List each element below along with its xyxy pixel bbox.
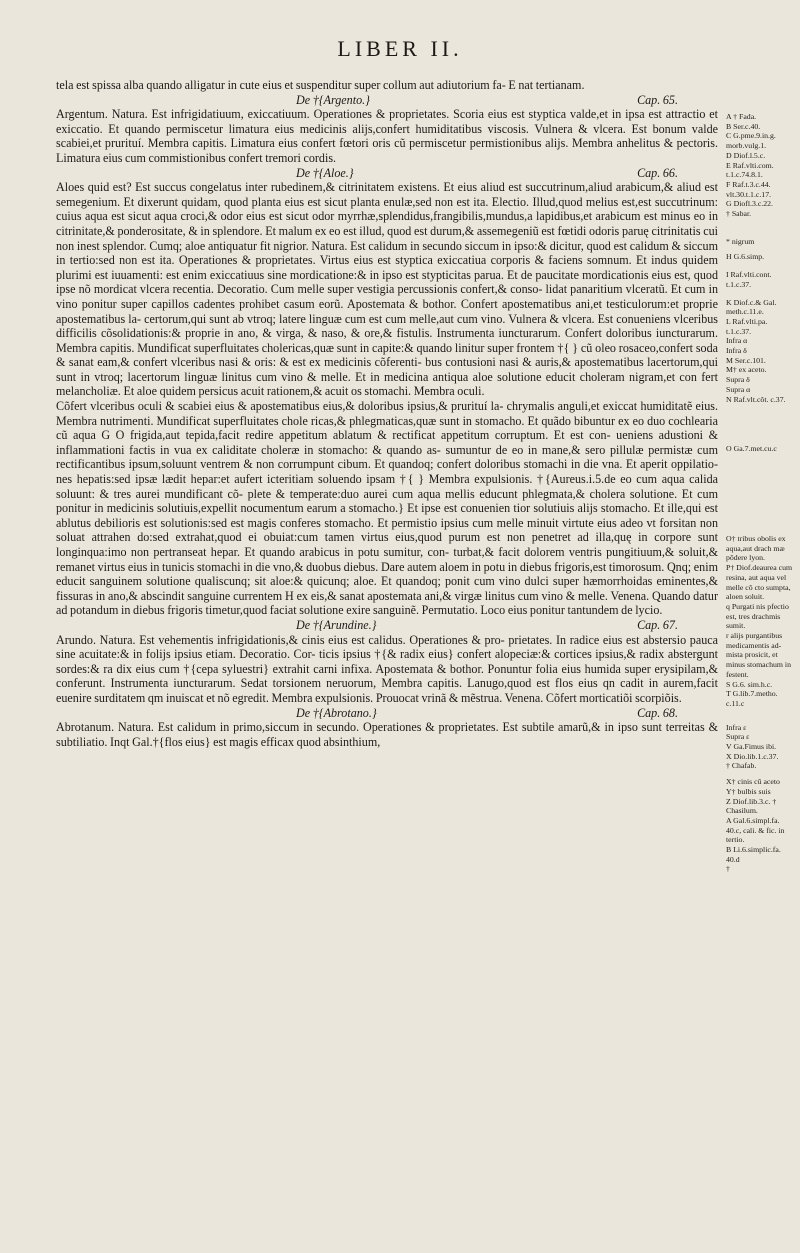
sidenote: A Gal.6.simpl.fa. 40.c, cali. & fic. in tertio.: [726, 815, 785, 845]
sidenote: L Raf.vlti.pa. t.1.c.37.: [726, 316, 768, 336]
sidenote: C G.pme.9.in.g. morb.vulg.1.: [726, 131, 776, 151]
sidenote: M† ex aceto.: [726, 365, 767, 375]
heading-left: De †{Argento.}: [296, 92, 370, 107]
sidenote: Y† bulbis suis: [726, 786, 771, 796]
sidenote: Infra δ: [726, 346, 747, 356]
sidenote: N Raf.vlt.cõt. c.37.: [726, 394, 786, 404]
heading-right: Cap. 66.: [637, 165, 678, 180]
heading-right: Cap. 67.: [637, 617, 678, 632]
sidenote: V Ga.Fimus ibi.: [726, 742, 777, 752]
sidenote: E Raf.vlti.com. t.1.c.74.8.1.: [726, 160, 774, 180]
sidenote: B Ser.c.40.: [726, 121, 761, 131]
sidenote: T G.lib.7.metho. c.11.c: [726, 689, 778, 708]
sidenote: † Chafab.: [726, 761, 757, 771]
paragraph-intro: tela est spissa alba quando alligatur in cute eius et suspenditur super collum aut adiutorium fa- E nat tertianam.: [56, 78, 585, 92]
page-header: LIBER II.: [337, 36, 463, 61]
chapter-heading-65: [56, 93, 718, 108]
sidenote: P† Diof.deaurea cum resina, aut aqua vel melle cõ cto sumpta, aloen soluit.: [726, 563, 793, 602]
sidenote: I Raf.vlti.cont. t.1.c.37.: [726, 270, 772, 289]
sidenote: K Diof.c.& Gal. meth.c.11.e.: [726, 297, 777, 317]
sidenote: Z Diof.lib.3.c. † Chasilum.: [726, 796, 777, 816]
heading-right: Cap. 65.: [637, 92, 678, 107]
chapter-heading-67: [56, 618, 718, 633]
sidenote: D Diof.l.5.c.: [726, 150, 766, 160]
sidenote: * nigrum: [726, 236, 755, 246]
sidenote: Supra α: [726, 384, 751, 394]
sidenote: S G.6. sim.h.c.: [726, 679, 773, 689]
sidenote: A † Fada.: [726, 112, 757, 121]
heading-left: De †{Abrotano.}: [296, 705, 377, 720]
sidenote: O Ga.7.met.cu.c: [726, 444, 777, 454]
sidenote: Infra ε: [726, 722, 747, 732]
sidenote: O† tribus obolis ex aqua,aut drach mæ põdere lyon.: [726, 533, 786, 563]
sidenote: B Li.6.simplic.fa. 40.d: [726, 845, 781, 864]
sidenote: Supra δ: [726, 375, 750, 385]
heading-left: De †{Aloe.}: [296, 165, 354, 180]
paragraph-argentum: Argentum. Natura. Est infrigidatiuum, exiccatiuum. Operationes & proprietates. Scoria eius est styptica valde,et in ipsa est attractio et exiccatio. Et quando permiscetur limatura eius medicinis alijs,confert humiditatibus viscosis. Vulnera & vlcera. Est bonum valde scabiei,et prurituí. Membra capitis. Limatura eius confert fœtori oris cũ permiscetur permistionibus alijs. Membra anhelitus & pectoris. Limatura eius cum commistionibus confert tremori cordis.: [56, 107, 718, 165]
paragraph-arundo: Arundo. Natura. Est vehementis infrigidationis,& cinis eius est calidus. Operationes & pro- prietates. In radice eius est abstersio pauca sine acuitate:& in folijs ipsius etiam. Decoratio. Cor- ticis ipsius †{& radix eius} confert alopeciæ:& cortices ipsius,& radix abstergunt sordes:& ra dix eius cum †{cepa syluestri} extrahit carni infixa. Apostemata & bothor. Ponuntur folia eius humida super erysipilam,& conferunt. Instrumenta iuncturarum. Sedat torsionem neruorum, Membra capitis. Lanugo,quod est flos eius qn cadit in aurem,facit euenire surditatem qm inuiscat et nõ egredit. Membra expulsionis. Prouocat vrinã & mẽstrua. Venena. Cõfert morticatiõi scorpiõis.: [56, 632, 718, 705]
sidenote: X Dio.lib.1.c.37.: [726, 751, 779, 761]
main-text: [56, 78, 718, 749]
heading-left: De †{Arundine.}: [296, 617, 377, 632]
sidenote: M Ser.c.101.: [726, 355, 766, 365]
sidenote: r alijs purgantibus medicamentis ad- mista prosicit, et minus stomachum in festent.: [726, 631, 791, 679]
margin-notes: [726, 112, 794, 874]
sidenote: Supra ε: [726, 732, 750, 742]
paragraph-aloe: Aloes quid est? Est succus congelatus inter rubedinem,& citrinitatem existens. Et eius aliud est succutrinum,aliud arabicum,& aliud est semegenium. Et dixerunt quidam, quod planta eius est sicut planta enulæ,sed non est ita. Electio. Illud,quod melius est,est succutrinum: cuius aqua est sicut aqua croci,& odor eius est sicut odor myrrhæ,splendidus,frangibilis,mundus,a lapidibus,et arabicum est minus eo in citrinitate,& ponderositate, & in splendore. Et malum ex eo est illud, quod est durum,& assemegeniũ est fœtidi odoris paruę citrinitatis cui non inest splendor. Cumq; aloe antiquatur fit nigrior. Natura. Est calidum in secundo siccum in ipso:& dicitur, quod est calidum & siccum in tertio:sed non est ita. Operationes & proprietates. Virtus eius est styptica exiccatiua corporis & faciens somnum. Et indus quidem plurimi est iuuamenti: est enim exiccatiuus sine mordicatione:& in ipso est stypticitas parua. Et de paucitate mordicationis eius est, quod ipse nõ mordicat vlcera recentia. Decoratio. Cum melle super vestigia percussionis confert,& conso- lidat panaritium vlceratũ. Et cum in vino ponitur super capillos cadentes prohibet casum eorũ. Apostemata & bothor. Confert apostematibus ani,et testiculorum:et proprie apostematibus la- certorum,qui sunt ab vtroq; latere linguæ cum est cum melle,aut cum vino. Vulnera & vlcera. Est conueniens vlceribus difficilis cõsolidationis:& proprie in ano, & virga, & naso, & ore,& fistulis. Instrumenta iuncturarum. Confert doloribus iuncturarum. Membra capitis. Mundificat superfluitates cholericas,quæ sunt in capite:& quando linitur super frontem †{ } cũ oleo rosaceo,confert soda & sanat eam,& confert vlceribus nasi & oris: & est ex medicinis cõferenti- bus contusioni nasi & auris,& apostematibus lacertorum,qui sunt in vtroq; lacertorum linguæ linitus cum vino & melle. Et in medicina antiqua aloe solutione educit choleram nigram,et con fert melancholiæ. Et aloe quidem persicus acuit rationem,& acuit os stomachi. Membra oculi.: [56, 180, 718, 399]
sidenote: F Raf.t.3.c.44.: [726, 179, 771, 189]
sidenote: q Purgati nis pfectio est, tres drachmis sumit.: [726, 601, 789, 631]
sidenote: X† cinis cũ aceto: [726, 777, 780, 787]
sidenote: †: [726, 864, 730, 874]
chapter-heading-68: [56, 706, 718, 721]
heading-right: Cap. 68.: [637, 705, 678, 720]
sidenote: † Sabar.: [726, 209, 752, 219]
paragraph-aloe-cont: Cõfert vlceribus oculi & scabiei eius & apostematibus eius,& doloribus ipsius,& prurituí la- chrymalis anguli,et exiccat humiditatẽ eius. Membra nutrimenti. Mundificat superfluitates chole ricas,& phlegmaticas,quæ sunt in stomacho. Et quãdo bibuntur ex eo duo cochlearia cũ aqua G O frigida,aut tepida,facit redire appetitum ablatum & rectificat appetitum corruptum. Et est con- ueniens adustioni & inflammationi factis in vua ex caliditate choleræ in stomacho: & quando as- sumuntur de eo in mane,& sero pillulæ permistæ cum rectificantibus ipsum,soluunt ventrem & non corrumpunt cibum. Et quandoq; confert doloribus stomachi in die vna. Et aperit oppilatio- nes hepatis:sed ipsæ lædit hepar:et aufert icteritiam soluendo ipsam †{ } Membra expulsionis. †{Aureus.i.5.de eo cum aqua calida soluunt: & tres aurei mundificant cõ- plete & temperate:duo aurei cum aqua mellis educunt phlegmata,& cholera solutione. Et cum ponitur in medicinis solutiuis,expellit nocumentum earum a stomacho.} Et ipse est conuenien tior solutiuis alijs stomacho. Et ille,qui est ablutus debilioris est solutionis:sed est magis conferes stomacho. Et permistio ipsius cum melle minuit virtute eius adeo vt forsitan non soluat attrahen do:sed extrahat,quod ei obuiat:cum tamen virtus eius,quod purum est non penetret ad illa,quę in corpore sunt longinqua:imo non pertranseat hepar. Et quando arabicus in potu sumitur, con- turbat,& facit dolorem ventris pungitiuum,& soluit,& remanet virtus eius in tunicis stomachi in die vno,& duobus diebus. Dare autem aloem in potu in diebus frigoris,est timorosum. Qnq; enim educit sanguinem solutione qualiscunq; sit aloe:& quicunq; aloe. Et quandoq; ponit cum vino dulci super hæmorrhoidas eminentes,& fissuras in ano,& abscindit sanguine currentem H ex eis,& sanat apostemata ani,& virgæ linitus cum vino & melle. Venena. Quando datur ad potandum in diebus frigoris timetur,quod faciat solutione exire sanguinẽ. Permutatio. Loco eius ponitur tantundem de lycio.: [56, 399, 718, 618]
sidenote: H G.6.simp.: [726, 252, 765, 262]
sidenote: vlt.30.t.1.c.17.: [726, 189, 772, 199]
sidenote: Infra α: [726, 336, 748, 346]
paragraph-abrotanum: Abrotanum. Natura. Est calidum in primo,siccum in secundo. Operationes & proprietates. Est subtile amarũ,& in ipso sunt terreitas & subtiliatio. Inqt Gal.†{flos eius} est magis efficax quod absinthium,: [56, 720, 718, 749]
chapter-heading-66: [56, 166, 718, 181]
sidenote: G Diofl.3.c.22.: [726, 199, 773, 209]
